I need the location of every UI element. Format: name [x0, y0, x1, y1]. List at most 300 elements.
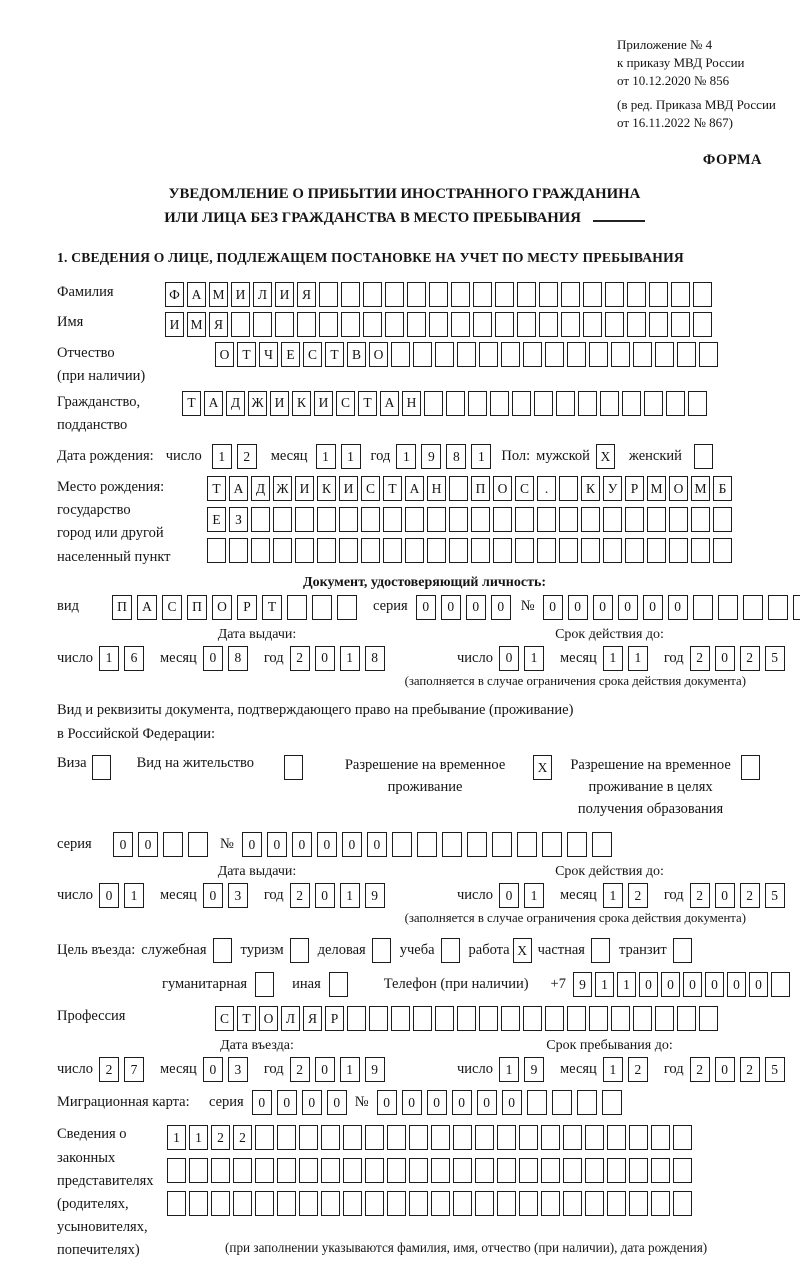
stay-month-boxes[interactable] [603, 1057, 648, 1082]
char-box: 0 [242, 832, 262, 857]
char-box: 2 [290, 883, 310, 908]
birthdate-year-boxes[interactable] [396, 444, 491, 469]
female-checkbox[interactable] [694, 444, 713, 469]
male-checkbox[interactable] [596, 444, 615, 469]
char-box [207, 538, 226, 563]
residence-intro-line1: Вид и реквизиты документа, подтверждающего право на пребывание (проживание) [57, 701, 574, 718]
char-box [517, 832, 537, 857]
revision-line: (в ред. Приказа МВД России [617, 96, 776, 112]
residence-permit-label: Вид на жительство [136, 755, 255, 772]
char-box [189, 1158, 208, 1183]
identity-restriction-note: (заполняется в случае ограничения срока действия документа) [404, 673, 746, 688]
char-box: Р [237, 595, 257, 620]
char-box [405, 538, 424, 563]
char-box: Л [281, 1006, 300, 1031]
char-box: 0 [727, 972, 746, 997]
char-box: . [537, 476, 556, 501]
patronymic-boxes[interactable] [215, 342, 718, 367]
char-box: 1 [471, 444, 491, 469]
char-box [651, 1158, 670, 1183]
char-box: 0 [593, 595, 613, 620]
residence-permit-checkbox[interactable] [284, 755, 303, 780]
identity-issue-year-boxes[interactable] [290, 646, 385, 671]
char-box: И [339, 476, 358, 501]
char-box [277, 1191, 296, 1216]
identity-series-boxes[interactable] [416, 595, 511, 620]
char-box: П [471, 476, 490, 501]
representatives-boxes-row2[interactable] [167, 1158, 692, 1183]
char-box [605, 312, 624, 337]
residence-validity-day-boxes[interactable] [499, 883, 544, 908]
char-box [435, 342, 454, 367]
char-box [669, 538, 688, 563]
month-label: месяц [159, 649, 197, 666]
char-box [427, 538, 446, 563]
identity-number-label: № [520, 598, 535, 615]
char-box: Т [207, 476, 226, 501]
birthplace-label-city: город или другой [57, 525, 164, 542]
char-box [295, 538, 314, 563]
char-box: 9 [524, 1057, 544, 1082]
purpose-tourism-label: туризм [240, 942, 284, 959]
char-box [559, 476, 578, 501]
char-box [475, 1191, 494, 1216]
char-box [189, 1191, 208, 1216]
char-box: 5 [765, 646, 785, 671]
char-box [365, 1125, 384, 1150]
char-box [673, 938, 692, 963]
char-box [451, 312, 470, 337]
char-box: О [259, 1006, 278, 1031]
char-box [581, 507, 600, 532]
profession-label: Профессия [57, 1008, 126, 1025]
residence-validity-month-boxes[interactable] [603, 883, 648, 908]
representatives-label-line: законных [57, 1149, 116, 1166]
migration-number-boxes[interactable] [377, 1090, 622, 1115]
char-box [713, 507, 732, 532]
char-box [625, 507, 644, 532]
char-box: 8 [446, 444, 466, 469]
char-box [457, 342, 476, 367]
char-box [479, 1006, 498, 1031]
char-box [409, 1158, 428, 1183]
entry-month-boxes[interactable] [203, 1057, 248, 1082]
temp-residence-education-checkbox[interactable] [741, 755, 760, 780]
char-box: X [513, 938, 532, 963]
residence-issue-day-boxes[interactable] [99, 883, 144, 908]
char-box [449, 507, 468, 532]
firstname-boxes[interactable] [165, 312, 712, 337]
char-box [585, 1158, 604, 1183]
char-box [475, 1158, 494, 1183]
char-box [417, 832, 437, 857]
char-box: 0 [315, 1057, 335, 1082]
char-box [669, 507, 688, 532]
char-box [693, 312, 712, 337]
visa-checkbox[interactable] [92, 755, 111, 780]
char-box: 0 [203, 1057, 223, 1082]
birthplace-boxes-row3[interactable] [207, 538, 732, 563]
char-box [559, 507, 578, 532]
char-box [607, 1158, 626, 1183]
char-box [556, 391, 575, 416]
char-box [577, 1090, 597, 1115]
char-box: 1 [628, 646, 648, 671]
month-label: месяц [559, 887, 597, 904]
char-box: 2 [740, 1057, 760, 1082]
char-box [644, 391, 663, 416]
char-box [501, 342, 520, 367]
day-label: число [457, 649, 493, 666]
char-box: 0 [643, 595, 663, 620]
char-box: 0 [367, 832, 387, 857]
representatives-label-line: представителях [57, 1172, 154, 1189]
char-box [343, 1191, 362, 1216]
char-box [363, 282, 382, 307]
char-box: Р [325, 1006, 344, 1031]
char-box: 0 [705, 972, 724, 997]
year-label: год [263, 1061, 284, 1078]
char-box [649, 312, 668, 337]
profession-boxes[interactable] [215, 1006, 718, 1031]
identity-issue-month-boxes[interactable] [203, 646, 248, 671]
migration-card-label: Миграционная карта: [57, 1093, 190, 1110]
char-box [490, 391, 509, 416]
char-box: 0 [499, 883, 519, 908]
residence-number-boxes[interactable] [242, 832, 612, 857]
char-box [273, 507, 292, 532]
char-box: 5 [765, 883, 785, 908]
char-box: Ж [273, 476, 292, 501]
char-box [693, 282, 712, 307]
char-box [321, 1125, 340, 1150]
visa-label: Виза [57, 755, 87, 772]
char-box [92, 755, 111, 780]
char-box [369, 1006, 388, 1031]
char-box [497, 1125, 516, 1150]
residence-issue-title: Дата выдачи: [217, 864, 297, 880]
char-box: И [314, 391, 333, 416]
representatives-boxes-row3[interactable] [167, 1191, 692, 1216]
purpose-other-label: иная [292, 976, 321, 993]
char-box: Я [297, 282, 316, 307]
char-box [453, 1125, 472, 1150]
char-box [537, 507, 556, 532]
char-box [233, 1191, 252, 1216]
char-box: Н [402, 391, 421, 416]
char-box [391, 1006, 410, 1031]
citizenship-boxes[interactable] [182, 391, 707, 416]
migration-series-boxes[interactable] [252, 1090, 347, 1115]
char-box: 2 [690, 883, 710, 908]
title-line2: ИЛИ ЛИЦА БЕЗ ГРАЖДАНСТВА В МЕСТО ПРЕБЫВАНИЯ [164, 209, 581, 226]
char-box [277, 1125, 296, 1150]
char-box: 0 [138, 832, 158, 857]
purpose-tourism-checkbox[interactable] [290, 938, 309, 963]
char-box [312, 595, 332, 620]
identity-validity-year-boxes[interactable] [690, 646, 785, 671]
identity-type-boxes[interactable] [112, 595, 357, 620]
char-box [431, 1191, 450, 1216]
stay-day-boxes[interactable] [499, 1057, 544, 1082]
char-box: 0 [377, 1090, 397, 1115]
purpose-humanitarian-label: гуманитарная [162, 976, 248, 993]
char-box [435, 1006, 454, 1031]
char-box [343, 1125, 362, 1150]
char-box: З [229, 507, 248, 532]
char-box [319, 282, 338, 307]
char-box [559, 538, 578, 563]
residence-issue-year-boxes[interactable] [290, 883, 385, 908]
temp-residence-checkbox[interactable] [533, 755, 552, 780]
char-box [611, 342, 630, 367]
purpose-other-checkbox[interactable] [329, 972, 348, 997]
char-box [633, 342, 652, 367]
char-box [365, 1158, 384, 1183]
char-box [583, 312, 602, 337]
char-box: 1 [99, 646, 119, 671]
representatives-boxes-row1[interactable] [167, 1125, 692, 1150]
char-box: И [295, 476, 314, 501]
char-box [211, 1191, 230, 1216]
birthdate-month-boxes[interactable] [316, 444, 361, 469]
title-line1: УВЕДОМЛЕНИЕ О ПРИБЫТИИ ИНОСТРАННОГО ГРАЖДАНИНА [168, 185, 641, 202]
purpose-private-checkbox[interactable] [591, 938, 610, 963]
char-box: 3 [228, 883, 248, 908]
char-box: 0 [416, 595, 436, 620]
appendix-line: к приказу МВД России [617, 55, 745, 71]
residence-restriction-note: (заполняется в случае ограничения срока действия документа) [404, 911, 746, 926]
char-box: 8 [365, 646, 385, 671]
identity-issue-title: Дата выдачи: [217, 626, 297, 642]
char-box [545, 342, 564, 367]
representatives-label [57, 1123, 167, 1262]
char-box [694, 444, 713, 469]
day-label: число [57, 887, 93, 904]
year-label: год [263, 887, 284, 904]
char-box [255, 972, 274, 997]
char-box [273, 538, 292, 563]
surname-boxes[interactable] [165, 282, 712, 307]
purpose-work-checkbox[interactable] [513, 938, 532, 963]
char-box [519, 1158, 538, 1183]
char-box [718, 595, 738, 620]
char-box [449, 538, 468, 563]
purpose-humanitarian-checkbox[interactable] [255, 972, 274, 997]
char-box [673, 1125, 692, 1150]
char-box [319, 312, 338, 337]
char-box [329, 972, 348, 997]
representatives-label-line: Сведения о [57, 1126, 127, 1143]
char-box [413, 1006, 432, 1031]
char-box [563, 1158, 582, 1183]
char-box: 0 [543, 595, 563, 620]
char-box [442, 832, 462, 857]
char-box [409, 1125, 428, 1150]
birthplace-label-settlement: населенный пункт [57, 548, 171, 565]
purpose-transit-checkbox[interactable] [673, 938, 692, 963]
char-box [647, 507, 666, 532]
temp-residence-education-label: Разрешение на временное проживание в целях получения образования [570, 757, 731, 817]
identity-series-label: серия [373, 598, 408, 615]
char-box [363, 312, 382, 337]
char-box: 2 [290, 1057, 310, 1082]
stay-until-title: Срок пребывания до: [546, 1038, 673, 1054]
char-box [581, 538, 600, 563]
purpose-study-checkbox[interactable] [441, 938, 460, 963]
char-box: С [215, 1006, 234, 1031]
char-box: 1 [340, 646, 360, 671]
day-label: число [57, 1061, 93, 1078]
identity-validity-month-boxes[interactable] [603, 646, 648, 671]
char-box: И [165, 312, 184, 337]
entry-year-boxes[interactable] [290, 1057, 385, 1082]
char-box [493, 507, 512, 532]
char-box: 9 [421, 444, 441, 469]
char-box: Д [251, 476, 270, 501]
purpose-official-checkbox[interactable] [213, 938, 232, 963]
char-box: 0 [491, 595, 511, 620]
identity-issue-day-boxes[interactable] [99, 646, 144, 671]
char-box: С [515, 476, 534, 501]
char-box: 0 [715, 883, 735, 908]
char-box: М [187, 312, 206, 337]
char-box [567, 832, 587, 857]
residence-validity-year-boxes[interactable] [690, 883, 785, 908]
char-box [392, 832, 412, 857]
char-box [583, 282, 602, 307]
identity-number-boxes[interactable] [543, 595, 800, 620]
char-box [592, 832, 612, 857]
year-label: год [663, 649, 684, 666]
char-box: Т [237, 1006, 256, 1031]
birthdate-month-label: месяц [270, 447, 308, 464]
phone-boxes[interactable] [573, 972, 790, 997]
migration-series-label: серия [209, 1093, 244, 1110]
char-box [407, 282, 426, 307]
char-box: 0 [568, 595, 588, 620]
char-box: 2 [690, 1057, 710, 1082]
char-box [585, 1191, 604, 1216]
purpose-business-label: деловая [317, 942, 366, 959]
char-box: 2 [628, 1057, 648, 1082]
entry-day-boxes[interactable] [99, 1057, 144, 1082]
char-box: 3 [228, 1057, 248, 1082]
char-box: С [336, 391, 355, 416]
entry-date-title: Дата въезда: [220, 1038, 294, 1054]
char-box [603, 507, 622, 532]
char-box: 9 [573, 972, 592, 997]
char-box: Ж [248, 391, 267, 416]
residence-series-boxes[interactable] [113, 832, 208, 857]
char-box [255, 1125, 274, 1150]
residence-issue-month-boxes[interactable] [203, 883, 248, 908]
representatives-label-line: усыновителях, [57, 1219, 148, 1236]
char-box: Т [383, 476, 402, 501]
char-box: А [380, 391, 399, 416]
char-box [451, 282, 470, 307]
birthplace-boxes-row2[interactable] [207, 507, 732, 532]
migration-number-label: № [354, 1093, 369, 1110]
char-box: 1 [316, 444, 336, 469]
char-box [655, 1006, 674, 1031]
char-box [446, 391, 465, 416]
char-box [741, 755, 760, 780]
identity-validity-day-boxes[interactable] [499, 646, 544, 671]
day-label: число [57, 649, 93, 666]
identity-doc-header: Документ, удостоверяющий личность: [302, 574, 547, 590]
char-box [539, 312, 558, 337]
char-box: 1 [499, 1057, 519, 1082]
char-box: 1 [341, 444, 361, 469]
representatives-label-line: (родителях, [57, 1195, 129, 1212]
char-box [471, 538, 490, 563]
char-box [391, 342, 410, 367]
char-box: 0 [113, 832, 133, 857]
char-box: 0 [668, 595, 688, 620]
char-box: 5 [765, 1057, 785, 1082]
appendix-line: Приложение № 4 [617, 37, 713, 52]
char-box [519, 1191, 538, 1216]
char-box [468, 391, 487, 416]
month-label: месяц [559, 1061, 597, 1078]
sex-male-label: мужской [536, 447, 590, 464]
char-box [495, 282, 514, 307]
char-box: Я [303, 1006, 322, 1031]
char-box [341, 312, 360, 337]
char-box [671, 282, 690, 307]
stay-year-boxes[interactable] [690, 1057, 785, 1082]
char-box: С [162, 595, 182, 620]
char-box [409, 1191, 428, 1216]
char-box: 0 [477, 1090, 497, 1115]
char-box [255, 1191, 274, 1216]
birthdate-day-boxes[interactable] [212, 444, 257, 469]
char-box: М [647, 476, 666, 501]
sex-label: Пол: [501, 447, 531, 464]
char-box: Б [713, 476, 732, 501]
char-box [625, 538, 644, 563]
temp-residence-label: Разрешение на временное проживание [344, 757, 506, 795]
char-box [673, 1158, 692, 1183]
purpose-business-checkbox[interactable] [372, 938, 391, 963]
char-box: 1 [340, 883, 360, 908]
char-box: 0 [661, 972, 680, 997]
char-box: 2 [628, 883, 648, 908]
char-box [383, 538, 402, 563]
char-box [693, 595, 713, 620]
char-box [629, 1191, 648, 1216]
char-box [429, 282, 448, 307]
char-box [591, 938, 610, 963]
char-box [699, 1006, 718, 1031]
char-box [255, 1158, 274, 1183]
birthplace-boxes-row1[interactable] [207, 476, 732, 501]
year-label: год [663, 887, 684, 904]
char-box [768, 595, 788, 620]
char-box [545, 1006, 564, 1031]
char-box: А [229, 476, 248, 501]
char-box [471, 507, 490, 532]
char-box [317, 538, 336, 563]
char-box [275, 312, 294, 337]
birthdate-year-label: год [370, 447, 391, 464]
char-box: 0 [292, 832, 312, 857]
char-box [495, 312, 514, 337]
char-box [431, 1125, 450, 1150]
char-box [515, 507, 534, 532]
char-box: А [405, 476, 424, 501]
